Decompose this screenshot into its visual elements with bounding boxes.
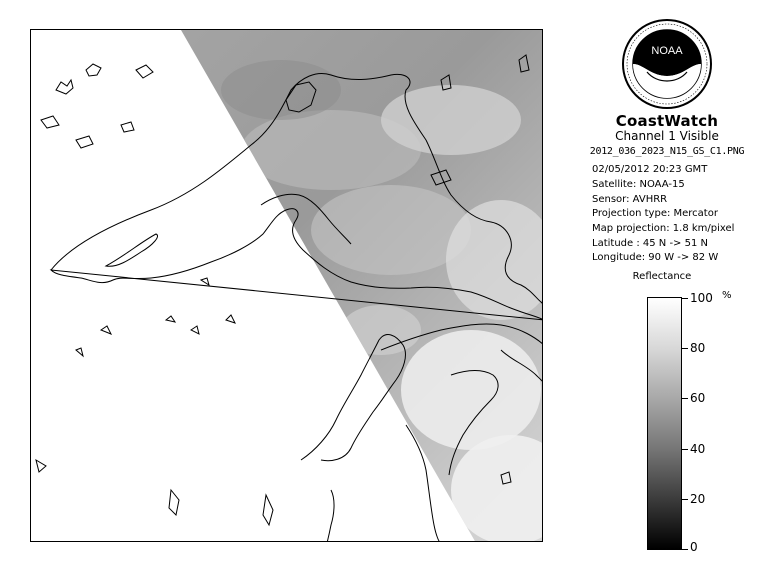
colorbar-tick [682, 549, 688, 550]
filename: 2012_036_2023_N15_GS_C1.PNG [589, 146, 745, 157]
reflectance-colorbar [647, 297, 682, 550]
colorbar-tick [682, 348, 688, 349]
channel-label: Channel 1 Visible [615, 129, 719, 143]
isle-royale [106, 234, 158, 266]
small-lake-12 [226, 315, 235, 323]
small-lake-14 [76, 348, 83, 356]
colorbar-tick [682, 298, 688, 299]
colorbar-label-80: 80 [690, 341, 706, 355]
projection-type: Projection type: Mercator [592, 208, 718, 219]
map-projection: Map projection: 1.8 km/pixel [592, 223, 735, 234]
satellite: Satellite: NOAA-15 [592, 179, 685, 190]
latitude-range: Latitude : 45 N -> 51 N [592, 238, 708, 249]
colorbar-tick [682, 398, 688, 399]
sensor: Sensor: AVHRR [592, 194, 668, 205]
small-lake-5 [121, 122, 134, 132]
small-lake-2 [86, 64, 101, 76]
small-lake-3 [136, 65, 153, 78]
brand-title: CoastWatch [615, 112, 719, 130]
small-lake-6 [76, 136, 93, 148]
legend-unit: % [722, 290, 732, 301]
small-lake-4 [41, 116, 59, 128]
small-lake-13 [101, 326, 111, 334]
colorbar-label-100: 100 [690, 291, 713, 305]
small-lake-7 [169, 490, 179, 515]
colorbar-label-0: 0 [690, 540, 698, 554]
noaa-logo-icon [617, 14, 717, 114]
small-lake-15 [201, 278, 209, 285]
small-lake-1 [56, 80, 73, 94]
colorbar-label-60: 60 [690, 391, 706, 405]
small-lake-9 [36, 460, 46, 472]
small-lake-10 [166, 316, 175, 322]
colorbar-tick [682, 499, 688, 500]
colorbar-label-40: 40 [690, 442, 706, 456]
legend-title: Reflectance [632, 271, 692, 282]
longitude-range: Longitude: 90 W -> 82 W [592, 252, 719, 263]
noaa-logo-text: NOAA [651, 45, 683, 57]
small-lake-11 [191, 326, 199, 334]
colorbar-label-20: 20 [690, 492, 706, 506]
colorbar-tick [682, 449, 688, 450]
satellite-map [31, 30, 543, 542]
map-frame [30, 29, 543, 542]
datetime: 02/05/2012 20:23 GMT [592, 164, 708, 175]
small-lake-8 [263, 495, 273, 525]
state-border [327, 490, 334, 542]
satellite-swath [31, 30, 543, 542]
